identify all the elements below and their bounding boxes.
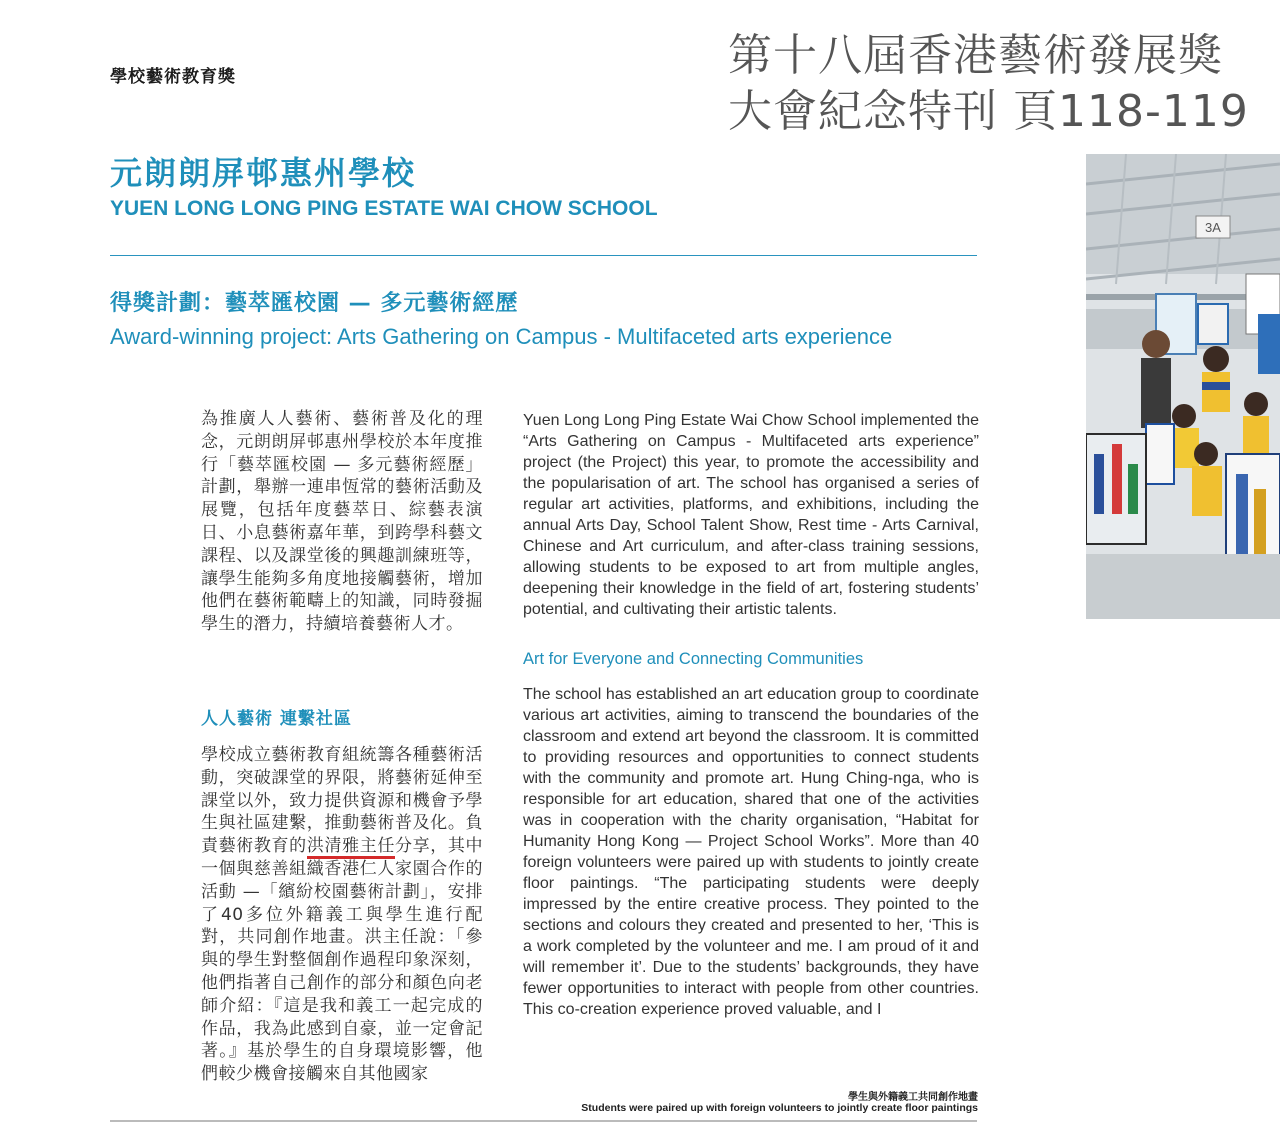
school-name-zh: 元朗朗屏邨惠州學校	[110, 154, 417, 192]
photo-caption-en: Students were paired up with foreign volunteers to jointly create floor paintings	[581, 1102, 978, 1114]
zh-subheading: 人人藝術 連繫社區	[201, 709, 352, 729]
event-photo	[1086, 154, 1280, 619]
issue-title-line1: 第十八屆香港藝術發展獎	[728, 30, 1223, 81]
project-title-en: Award-winning project: Arts Gathering on Campus - Multifaceted arts experience	[110, 324, 893, 349]
zh-paragraph-1: 為推廣人人藝術、藝術普及化的理念，元朗朗屏邨惠州學校於本年度推行「藝萃匯校園 — 多元藝術經歷」計劃，舉辦一連串恆常的藝術活動及展覽，包括年度藝萃日、綜藝表演日、小息藝術嘉年華，到跨學科藝文課程、以及課堂後的興趣訓練班等，讓學生能夠多角度地接觸藝術，增加他們在藝術範疇上的知識，同時發掘學生的潛力，持續培養藝術人才。	[201, 409, 483, 635]
photo-caption-zh: 學生與外籍義工共同創作地畫	[848, 1092, 978, 1103]
issue-title	[728, 28, 1268, 140]
issue-title-line2: 大會紀念特刊 頁118-119	[728, 86, 1249, 137]
en-subheading: Art for Everyone and Connecting Communities	[523, 650, 864, 668]
sign-3a: 3A	[1205, 220, 1221, 235]
zh-p2-after: 分享，其中一個與慈善組織香港仁人家園合作的活動 —「繽紛校園藝術計劃」，安排了40多位外籍義工與學生進行配對，共同創作地畫。洪主任說：「參與的學生對整個創作過程印象深刻，他們指著自己創作的部分和顏色向老師介紹：『這是我和義工一起完成的作品，我為此感到自豪，並一定會記著。』基於學生的自身環境影響，他們較少機會接觸來自其他國家	[201, 836, 484, 1085]
section-label: 學校藝術教育獎	[110, 67, 236, 87]
project-title-zh: 得獎計劃：藝萃匯校園 — 多元藝術經歷	[110, 291, 519, 316]
zh-paragraph-2	[201, 744, 483, 1086]
en-paragraph-2: The school has established an art education group to coordinate various art activities, aiming to transcend the boundaries of the classroom and extend art beyond the classroom. It is committed to providing resources and opportunities to connect students with the community and promote art. Hung Ching-nga, who is responsible for art education, shared that one of the activities was in cooperation with the charity organisation, “Habitat for Humanity Hong Kong — Project School Works”. More than 40 foreign volunteers were paired up with students to jointly create floor paintings. “The participating students were deeply impressed by the entire creative process. They pointed to the sections and colours they created and presented to her, ‘This is a work completed by the volunteer and me. I am proud of it and will remember it’. Due to the students’ backgrounds, they have fewer opportunities to interact with people from other countries. This co-creation experience proved valuable, and I	[523, 686, 979, 1018]
header-divider	[110, 255, 977, 256]
school-name-en: YUEN LONG LONG PING ESTATE WAI CHOW SCHOOL	[110, 197, 658, 220]
en-paragraph-1: Yuen Long Long Ping Estate Wai Chow School implemented the “Arts Gathering on Campus - Multifaceted arts experience” project (the Project) this year, to promote the accessibility and the popularisation of art. The school has organised a series of regular art activities, platforms, and exhibitions, including the annual Arts Day, School Talent Show, Rest time - Arts Carnival, Chinese and Art curriculum, and after-class training sessions, allowing students to be exposed to art from multiple angles, deepening their knowledge in the field of art, fostering students’ potential, and cultivating their artistic talents.	[523, 412, 979, 618]
footer-divider	[110, 1120, 977, 1122]
highlighted-name: 洪清雅主任	[306, 836, 395, 857]
zh-p2-before: 學校成立藝術教育組統籌各種藝術活動，突破課堂的界限，將藝術延伸至課堂以外，致力提供資源和機會予學生與社區建繫，推動藝術普及化。負責藝術教育的	[201, 745, 483, 857]
